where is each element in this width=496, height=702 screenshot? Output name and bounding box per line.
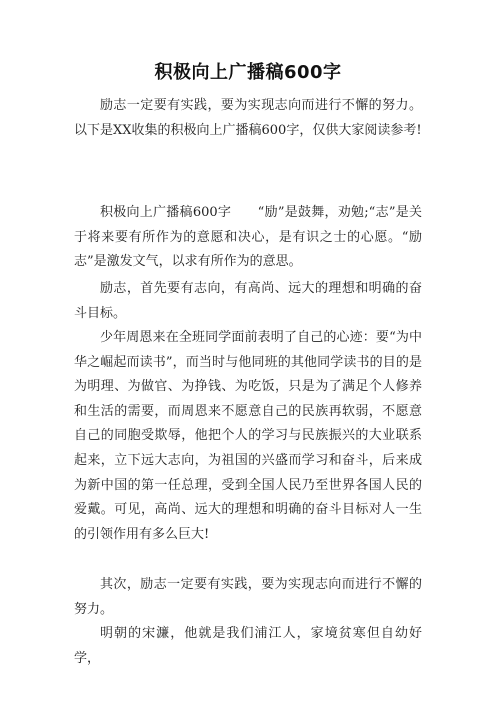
- document-title: 积极向上广播稿600字: [154, 62, 342, 83]
- paragraph-definition: 积极向上广播稿600字 “励”是鼓舞，劝勉;“志”是关于将来要有所作为的意愿和决心，是有识之士的心愿。“励志”是激发文气，以求有所作为的意思。: [74, 205, 422, 270]
- paragraph-song-lian: 明朝的宋濂，他就是我们浦江人，家境贫寒但自幼好学，: [74, 626, 422, 666]
- paragraph-practice: 其次，励志一定要有实践，要为实现志向而进行不懈的努力。: [74, 577, 422, 617]
- paragraph-zhou-enlai: 少年周恩来在全班同学面前表明了自己的心迹：要“为中华之崛起而读书”，而当时与他同班的其他同学读书的目的是为明理、为做官、为挣钱、为吃饭，只是为了满足个人修养和生活的需要，而周恩来不愿意自己的民族再软弱，不愿意自己的同胞受欺辱，他把个人的学习与民族振兴的大业联系起来，立下远大志向，为祖国的兴盛而学习和奋斗，后来成为新中国的第一任总理，受到全国人民乃至世界各国人民的爱戴。可见，高尚、远大的理想和明确的奋斗目标对人一生的引领作用有多么巨大!: [74, 330, 422, 542]
- paragraph-intro: 励志一定要有实践，要为实现志向而进行不懈的努力。以下是XX收集的积极向上广播稿600字，仅供大家阅读参考!: [74, 98, 422, 138]
- paragraph-aspiration: 励志，首先要有志向，有高尚、远大的理想和明确的奋斗目标。: [74, 281, 422, 321]
